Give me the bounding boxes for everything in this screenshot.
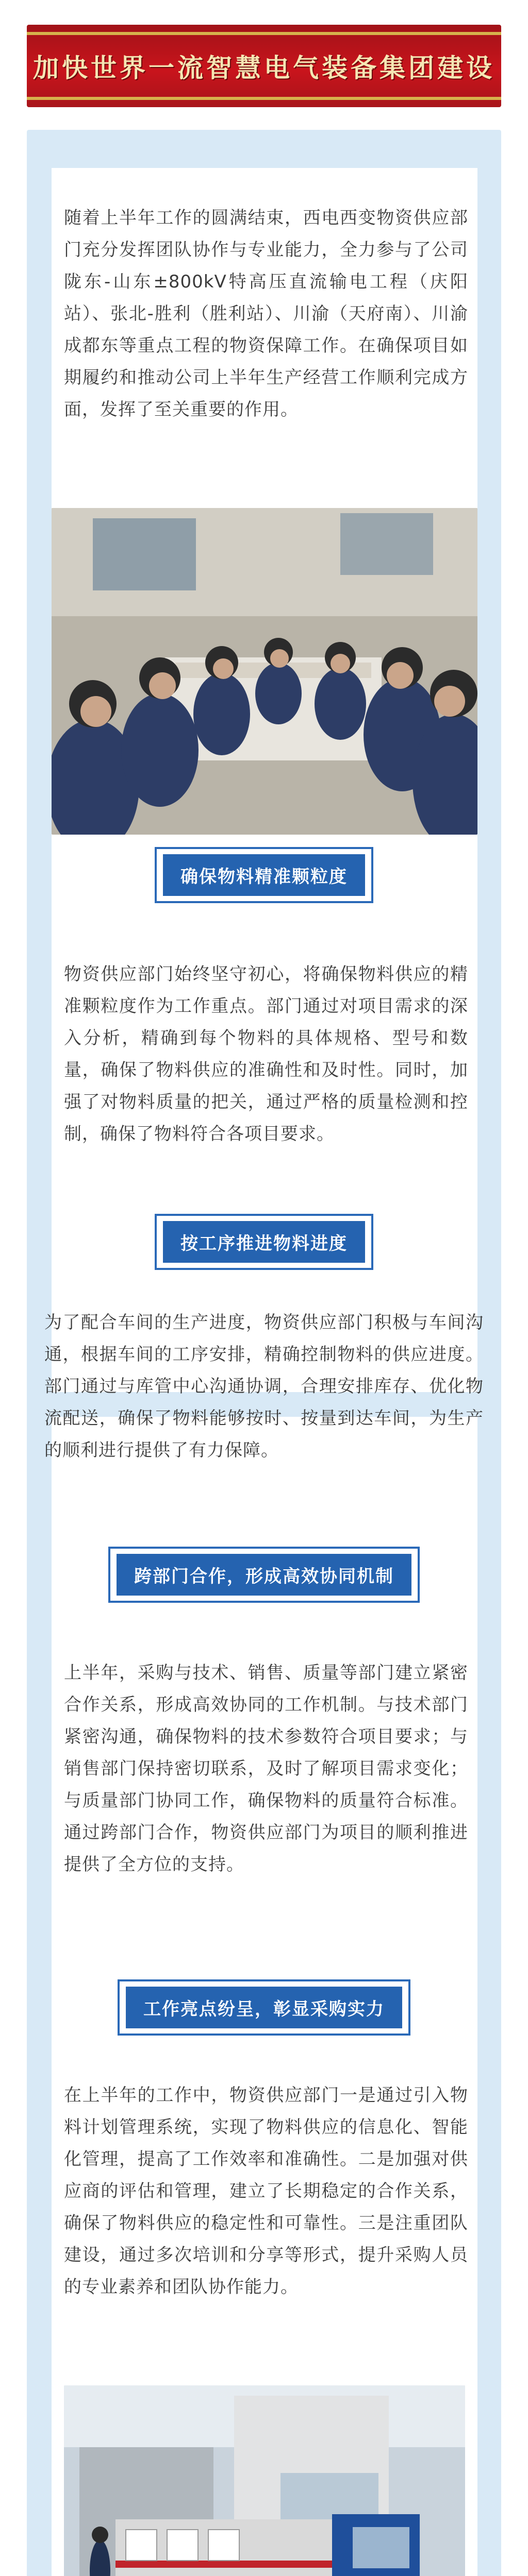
section-heading-1-label: 确保物料精准颗粒度 [163,854,365,896]
truck-photo [64,2385,465,2576]
section-3-paragraph: 上半年，采购与技术、销售、质量等部门建立紧密合作关系，形成高效协同的工作机制。与技术部门紧密沟通，确保物料的技术参数符合项目要求；与销售部门保持密切联系，及时了解项目需求变化；与质量部门协同工作，确保物料的质量符合标准。通过跨部门合作，物资供应部门为项目的顺利推进提供了全方位的支持。 [64,1663,468,1875]
section-heading-2 [157,1216,371,1268]
section-heading-1 [157,849,371,901]
intro-paragraph: 随着上半年工作的圆满结束，西电西变物资供应部门充分发挥团队协作与专业能力，全力参与了公司陇东-山东±800kV特高压直流输电工程（庆阳站）、张北-胜利（胜利站）、川渝（天府南）、川渝成都东等重点工程的物资保障工作。在确保项目如期履约和推动公司上半年生产经营工作顺利完成方面，发挥了至关重要的作用。 [64,208,468,420]
section-heading-3 [110,1549,418,1601]
section-2-paragraph: 为了配合车间的生产进度，物资供应部门积极与车间沟通，根据车间的工序安排，精确控制物料的供应进度。部门通过与库管中心沟通协调，合理安排库存、优化物流配送，确保了物料能够按时、按量到达车间，为生产的顺利进行提供了有力保障。 [44,1312,484,1461]
section-heading-2-label: 按工序推进物料进度 [163,1221,365,1263]
meeting-photo-illustration [52,508,477,835]
section-heading-4-label: 工作亮点纷呈，彰显采购实力 [126,1987,402,2028]
section-heading-4 [120,1981,408,2033]
banner-top-stripe [27,32,501,35]
meeting-photo [52,508,477,835]
section-4-paragraph: 在上半年的工作中，物资供应部门一是通过引入物料计划管理系统，实现了物料供应的信息化、智能化管理，提高了工作效率和准确性。二是加强对供应商的评估和管理，建立了长期稳定的合作关系，确保了物料供应的稳定性和可靠性。三是注重团队建设，通过多次培训和分享等形式，提升采购人员的专业素养和团队协作能力。 [64,2085,468,2297]
section-heading-3-label: 跨部门合作，形成高效协同机制 [117,1554,411,1596]
truck-photo-illustration [64,2385,465,2576]
banner-bottom-stripe [27,97,501,100]
header-banner [27,25,501,107]
banner-title: 加快世界一流智慧电气装备集团建设 [33,53,495,83]
section-1-paragraph: 物资供应部门始终坚守初心，将确保物料供应的精准颗粒度作为工作重点。部门通过对项目需求的深入分析，精确到每个物料的具体规格、型号和数量，确保了物料供应的准确性和及时性。同时，加强了对物料质量的把关，通过严格的质量检测和控制，确保了物料符合各项目要求。 [64,964,468,1144]
